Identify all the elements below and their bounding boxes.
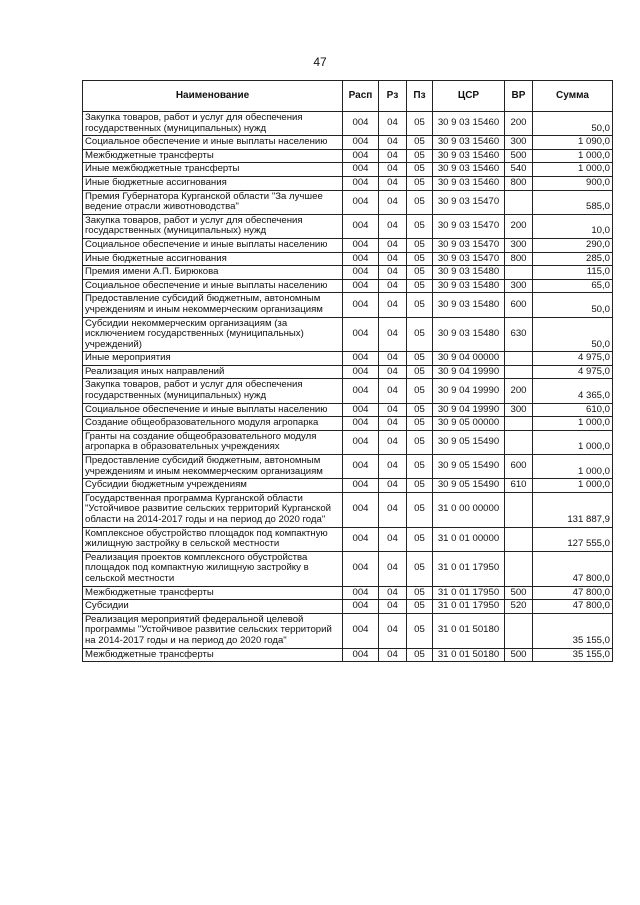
- table-row: [83, 600, 613, 614]
- table-row: [83, 317, 613, 352]
- cell-csr: 30 9 03 15470: [433, 190, 505, 214]
- cell-csr: 30 9 03 15480: [433, 279, 505, 293]
- cell-sum: 585,0: [533, 190, 613, 214]
- cell-rz: 04: [379, 238, 407, 252]
- cell-vr: 300: [505, 238, 533, 252]
- cell-rasp: 004: [343, 430, 379, 454]
- cell-vr: 300: [505, 403, 533, 417]
- cell-rz: 04: [379, 112, 407, 136]
- cell-pz: 05: [407, 551, 433, 586]
- cell-rasp: 004: [343, 279, 379, 293]
- cell-pz: 05: [407, 352, 433, 366]
- cell-csr: 30 9 05 15490: [433, 455, 505, 479]
- table-row: [83, 379, 613, 403]
- cell-sum: 65,0: [533, 279, 613, 293]
- cell-vr: [505, 551, 533, 586]
- cell-sum: 50,0: [533, 317, 613, 352]
- cell-pz: 05: [407, 149, 433, 163]
- cell-name: Иные бюджетные ассигнования: [83, 176, 343, 190]
- header-rz: Рз: [379, 81, 407, 112]
- cell-rasp: 004: [343, 600, 379, 614]
- cell-pz: 05: [407, 112, 433, 136]
- table-row: [83, 190, 613, 214]
- cell-sum: 47 800,0: [533, 600, 613, 614]
- cell-sum: 610,0: [533, 403, 613, 417]
- cell-csr: 30 9 03 15480: [433, 293, 505, 317]
- cell-pz: 05: [407, 266, 433, 280]
- cell-rasp: 004: [343, 551, 379, 586]
- header-sum: Сумма: [533, 81, 613, 112]
- cell-rz: 04: [379, 214, 407, 238]
- cell-vr: [505, 613, 533, 648]
- cell-sum: 47 800,0: [533, 551, 613, 586]
- cell-csr: 30 9 05 15490: [433, 479, 505, 493]
- cell-vr: [505, 365, 533, 379]
- cell-rasp: 004: [343, 252, 379, 266]
- cell-vr: 200: [505, 112, 533, 136]
- cell-name: Гранты на создание общеобразовательного модуля агропарка в образовательных учреждениях: [83, 430, 343, 454]
- cell-name: Субсидии бюджетным учреждениям: [83, 479, 343, 493]
- cell-csr: 30 9 04 00000: [433, 352, 505, 366]
- cell-rz: 04: [379, 190, 407, 214]
- cell-sum: 127 555,0: [533, 527, 613, 551]
- table-row: [83, 613, 613, 648]
- cell-rasp: 004: [343, 586, 379, 600]
- cell-sum: 50,0: [533, 112, 613, 136]
- cell-rasp: 004: [343, 176, 379, 190]
- cell-rz: 04: [379, 279, 407, 293]
- cell-csr: 31 0 01 17950: [433, 586, 505, 600]
- table-row: [83, 176, 613, 190]
- cell-pz: 05: [407, 600, 433, 614]
- table-header-row: [83, 81, 613, 112]
- cell-sum: 4 365,0: [533, 379, 613, 403]
- cell-rz: 04: [379, 352, 407, 366]
- table-row: [83, 252, 613, 266]
- cell-rz: 04: [379, 403, 407, 417]
- cell-rz: 04: [379, 365, 407, 379]
- cell-rasp: 004: [343, 112, 379, 136]
- cell-name: Премия имени А.П. Бирюкова: [83, 266, 343, 280]
- cell-pz: 05: [407, 279, 433, 293]
- cell-rz: 04: [379, 176, 407, 190]
- page-number: 47: [313, 55, 327, 69]
- cell-vr: 540: [505, 163, 533, 177]
- cell-name: Предоставление субсидий бюджетным, автономным учреждениям и иным некоммерческим организациям: [83, 293, 343, 317]
- cell-csr: 30 9 04 19990: [433, 365, 505, 379]
- cell-sum: 1 000,0: [533, 455, 613, 479]
- cell-csr: 30 9 05 15490: [433, 430, 505, 454]
- cell-rz: 04: [379, 479, 407, 493]
- cell-name: Реализация проектов комплексного обустройства площадок под компактную жилищную застройку в сельской местности: [83, 551, 343, 586]
- cell-rz: 04: [379, 163, 407, 177]
- cell-csr: 30 9 03 15470: [433, 252, 505, 266]
- cell-csr: 30 9 05 00000: [433, 417, 505, 431]
- cell-sum: 47 800,0: [533, 586, 613, 600]
- cell-rz: 04: [379, 293, 407, 317]
- cell-sum: 50,0: [533, 293, 613, 317]
- cell-rz: 04: [379, 586, 407, 600]
- cell-rasp: 004: [343, 214, 379, 238]
- cell-vr: [505, 492, 533, 527]
- cell-rz: 04: [379, 252, 407, 266]
- cell-rasp: 004: [343, 365, 379, 379]
- cell-pz: 05: [407, 479, 433, 493]
- table-row: [83, 293, 613, 317]
- cell-sum: 35 155,0: [533, 613, 613, 648]
- cell-pz: 05: [407, 586, 433, 600]
- table-row: [83, 112, 613, 136]
- table-row: [83, 352, 613, 366]
- cell-vr: 300: [505, 279, 533, 293]
- cell-csr: 31 0 01 50180: [433, 648, 505, 662]
- header-name: Наименование: [83, 81, 343, 112]
- cell-vr: 500: [505, 149, 533, 163]
- cell-csr: 31 0 01 17950: [433, 551, 505, 586]
- budget-table: [82, 80, 613, 662]
- cell-pz: 05: [407, 214, 433, 238]
- table-row: [83, 648, 613, 662]
- cell-name: Реализация мероприятий федеральной целевой программы "Устойчивое развитие сельских территорий на 2014-2017 годы и на период до 2020 года": [83, 613, 343, 648]
- cell-name: Социальное обеспечение и иные выплаты населению: [83, 136, 343, 150]
- cell-name: Иные мероприятия: [83, 352, 343, 366]
- cell-name: Закупка товаров, работ и услуг для обеспечения государственных (муниципальных) нужд: [83, 214, 343, 238]
- cell-sum: 10,0: [533, 214, 613, 238]
- cell-csr: 30 9 04 19990: [433, 403, 505, 417]
- cell-pz: 05: [407, 317, 433, 352]
- cell-rz: 04: [379, 613, 407, 648]
- table-row: [83, 527, 613, 551]
- cell-pz: 05: [407, 238, 433, 252]
- cell-rasp: 004: [343, 455, 379, 479]
- cell-name: Закупка товаров, работ и услуг для обеспечения государственных (муниципальных) нужд: [83, 112, 343, 136]
- cell-vr: [505, 190, 533, 214]
- cell-sum: 290,0: [533, 238, 613, 252]
- cell-vr: 600: [505, 293, 533, 317]
- cell-vr: [505, 527, 533, 551]
- cell-vr: 520: [505, 600, 533, 614]
- cell-rasp: 004: [343, 352, 379, 366]
- cell-sum: 1 000,0: [533, 417, 613, 431]
- cell-pz: 05: [407, 455, 433, 479]
- cell-pz: 05: [407, 136, 433, 150]
- cell-vr: [505, 417, 533, 431]
- cell-name: Предоставление субсидий бюджетным, автономным учреждениям и иным некоммерческим организациям: [83, 455, 343, 479]
- cell-pz: 05: [407, 379, 433, 403]
- cell-rasp: 004: [343, 149, 379, 163]
- cell-rasp: 004: [343, 479, 379, 493]
- table-row: [83, 403, 613, 417]
- cell-sum: 1 090,0: [533, 136, 613, 150]
- table-row: [83, 136, 613, 150]
- cell-pz: 05: [407, 252, 433, 266]
- cell-pz: 05: [407, 190, 433, 214]
- cell-rasp: 004: [343, 238, 379, 252]
- cell-sum: 1 000,0: [533, 479, 613, 493]
- cell-rz: 04: [379, 136, 407, 150]
- cell-csr: 30 9 03 15460: [433, 149, 505, 163]
- cell-sum: 4 975,0: [533, 352, 613, 366]
- cell-vr: [505, 430, 533, 454]
- cell-rz: 04: [379, 417, 407, 431]
- cell-csr: 30 9 03 15460: [433, 163, 505, 177]
- table-row: [83, 266, 613, 280]
- cell-sum: 35 155,0: [533, 648, 613, 662]
- cell-name: Государственная программа Курганской области "Устойчивое развитие сельских территорий Курганской области на 2014-2017 годы и на период до 2020 года": [83, 492, 343, 527]
- cell-name: Субсидии: [83, 600, 343, 614]
- cell-rz: 04: [379, 455, 407, 479]
- cell-csr: 30 9 03 15480: [433, 317, 505, 352]
- cell-name: Реализация иных направлений: [83, 365, 343, 379]
- cell-rasp: 004: [343, 163, 379, 177]
- cell-vr: 500: [505, 586, 533, 600]
- table-row: [83, 238, 613, 252]
- cell-rz: 04: [379, 149, 407, 163]
- cell-csr: 30 9 03 15470: [433, 238, 505, 252]
- cell-pz: 05: [407, 293, 433, 317]
- cell-pz: 05: [407, 163, 433, 177]
- cell-rz: 04: [379, 266, 407, 280]
- table-row: [83, 586, 613, 600]
- cell-sum: 1 000,0: [533, 149, 613, 163]
- header-rasp: Расп: [343, 81, 379, 112]
- cell-vr: 800: [505, 176, 533, 190]
- cell-csr: 30 9 04 19990: [433, 379, 505, 403]
- cell-csr: 30 9 03 15460: [433, 136, 505, 150]
- cell-rz: 04: [379, 492, 407, 527]
- cell-csr: 30 9 03 15460: [433, 176, 505, 190]
- cell-csr: 30 9 03 15470: [433, 214, 505, 238]
- cell-pz: 05: [407, 417, 433, 431]
- cell-name: Закупка товаров, работ и услуг для обеспечения государственных (муниципальных) нужд: [83, 379, 343, 403]
- cell-pz: 05: [407, 430, 433, 454]
- table-row: [83, 214, 613, 238]
- cell-rasp: 004: [343, 492, 379, 527]
- cell-name: Межбюджетные трансферты: [83, 586, 343, 600]
- table-row: [83, 551, 613, 586]
- cell-vr: 500: [505, 648, 533, 662]
- table-body: [83, 112, 613, 662]
- cell-vr: 200: [505, 379, 533, 403]
- cell-csr: 31 0 00 00000: [433, 492, 505, 527]
- cell-rz: 04: [379, 648, 407, 662]
- table-row: [83, 492, 613, 527]
- cell-name: Социальное обеспечение и иные выплаты населению: [83, 403, 343, 417]
- table-row: [83, 455, 613, 479]
- cell-rasp: 004: [343, 527, 379, 551]
- cell-sum: 1 000,0: [533, 163, 613, 177]
- cell-csr: 31 0 01 17950: [433, 600, 505, 614]
- cell-rasp: 004: [343, 379, 379, 403]
- cell-rasp: 004: [343, 403, 379, 417]
- cell-pz: 05: [407, 613, 433, 648]
- cell-vr: 300: [505, 136, 533, 150]
- cell-rasp: 004: [343, 266, 379, 280]
- cell-name: Социальное обеспечение и иные выплаты населению: [83, 279, 343, 293]
- cell-name: Премия Губернатора Курганской области "За лучшее ведение отрасли животноводства": [83, 190, 343, 214]
- cell-vr: 600: [505, 455, 533, 479]
- cell-pz: 05: [407, 648, 433, 662]
- cell-vr: [505, 352, 533, 366]
- cell-rz: 04: [379, 527, 407, 551]
- cell-vr: 200: [505, 214, 533, 238]
- cell-csr: 31 0 01 50180: [433, 613, 505, 648]
- cell-vr: [505, 266, 533, 280]
- cell-name: Межбюджетные трансферты: [83, 648, 343, 662]
- cell-pz: 05: [407, 403, 433, 417]
- cell-sum: 115,0: [533, 266, 613, 280]
- cell-csr: 30 9 03 15480: [433, 266, 505, 280]
- cell-pz: 05: [407, 365, 433, 379]
- table-row: [83, 417, 613, 431]
- cell-sum: 131 887,9: [533, 492, 613, 527]
- cell-rz: 04: [379, 379, 407, 403]
- cell-pz: 05: [407, 492, 433, 527]
- cell-csr: 30 9 03 15460: [433, 112, 505, 136]
- cell-rasp: 004: [343, 317, 379, 352]
- cell-name: Субсидии некоммерческим организациям (за исключением государственных (муниципальных) учреждений): [83, 317, 343, 352]
- table-row: [83, 279, 613, 293]
- cell-rasp: 004: [343, 417, 379, 431]
- cell-rasp: 004: [343, 136, 379, 150]
- table-row: [83, 163, 613, 177]
- cell-pz: 05: [407, 527, 433, 551]
- cell-rz: 04: [379, 430, 407, 454]
- cell-name: Социальное обеспечение и иные выплаты населению: [83, 238, 343, 252]
- header-pz: Пз: [407, 81, 433, 112]
- cell-rasp: 004: [343, 190, 379, 214]
- cell-sum: 900,0: [533, 176, 613, 190]
- cell-rasp: 004: [343, 648, 379, 662]
- cell-rz: 04: [379, 551, 407, 586]
- cell-name: Межбюджетные трансферты: [83, 149, 343, 163]
- cell-name: Иные межбюджетные трансферты: [83, 163, 343, 177]
- cell-pz: 05: [407, 176, 433, 190]
- header-csr: ЦСР: [433, 81, 505, 112]
- header-vr: ВР: [505, 81, 533, 112]
- cell-vr: 630: [505, 317, 533, 352]
- cell-sum: 285,0: [533, 252, 613, 266]
- cell-vr: 610: [505, 479, 533, 493]
- cell-rz: 04: [379, 600, 407, 614]
- table-row: [83, 149, 613, 163]
- table-row: [83, 479, 613, 493]
- cell-rz: 04: [379, 317, 407, 352]
- cell-name: Создание общеобразовательного модуля агропарка: [83, 417, 343, 431]
- table-row: [83, 365, 613, 379]
- cell-rasp: 004: [343, 613, 379, 648]
- cell-rasp: 004: [343, 293, 379, 317]
- cell-sum: 4 975,0: [533, 365, 613, 379]
- cell-name: Иные бюджетные ассигнования: [83, 252, 343, 266]
- cell-name: Комплексное обустройство площадок под компактную жилищную застройку в сельской местности: [83, 527, 343, 551]
- table-row: [83, 430, 613, 454]
- cell-csr: 31 0 01 00000: [433, 527, 505, 551]
- cell-sum: 1 000,0: [533, 430, 613, 454]
- cell-vr: 800: [505, 252, 533, 266]
